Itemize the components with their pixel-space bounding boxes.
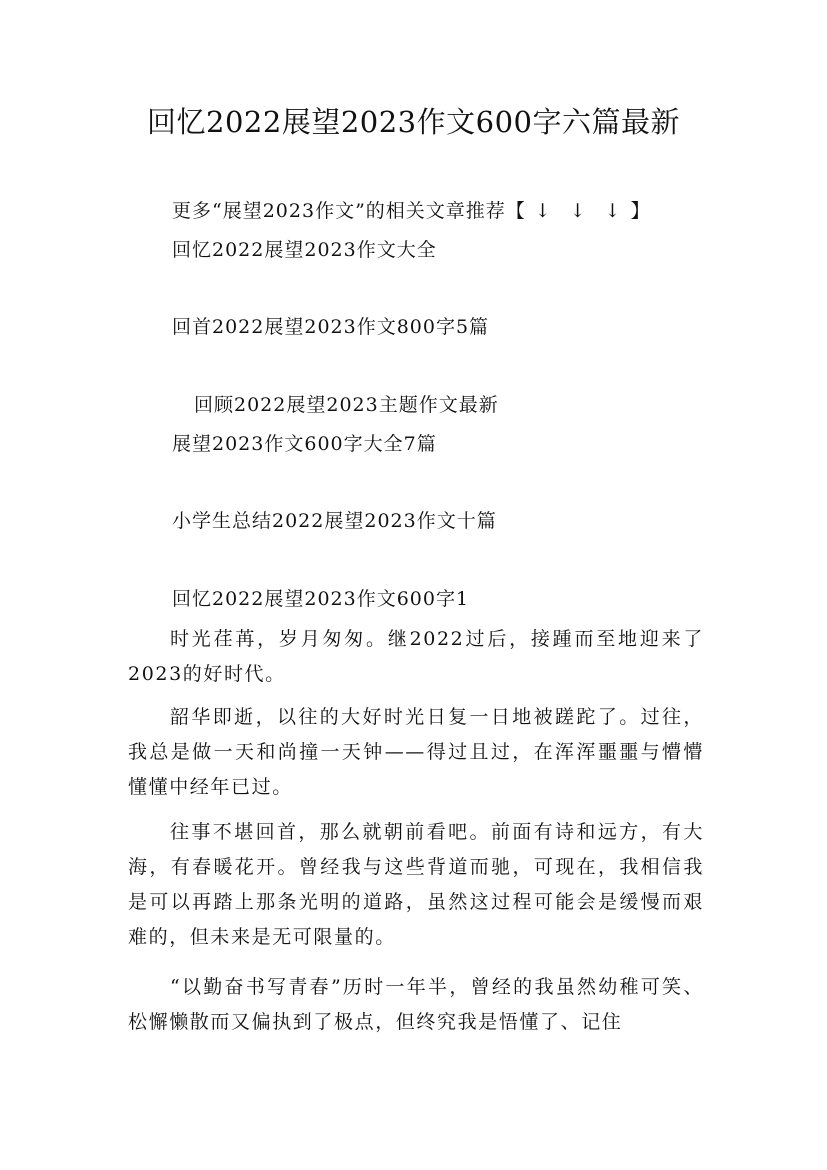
recommend-text: 更多“展望2023作文”的相关文章推荐 [172,200,506,222]
body-paragraph: 韶华即逝，以往的大好时光日复一日地被蹉跎了。过往，我总是做一天和尚撞一天钟——得过且过，在浑浑噩噩与懵懵懂懂中经年已过。 [128,706,704,798]
related-article-link[interactable]: 回首2022展望2023作文800字5篇 [172,316,490,338]
body-paragraph: “以勤奋书写青春”历时一年半，曾经的我虽然幼稚可笑、松懈懒散而又偏执到了极点，但终究我是悟懂了、记住 [128,976,704,1033]
related-article-link[interactable]: 小学生总结2022展望2023作文十篇 [172,510,497,532]
bracket-open: 【 [505,200,526,222]
down-arrow-icon: ↓ [534,200,552,222]
down-arrow-icon: ↓ [569,200,587,222]
recommend-line [172,197,651,225]
related-article-link[interactable]: 回忆2022展望2023作文大全 [172,239,437,261]
bracket-close: 】 [630,200,651,222]
section-heading: 回忆2022展望2023作文600字1 [172,588,470,610]
body-paragraph: 时光荏苒，岁月匆匆。继2022过后，接踵而至地迎来了2023的好时代。 [128,628,704,685]
body-paragraph: 往事不堪回首，那么就朝前看吧。前面有诗和远方，有大海，有春暖花开。曾经我与这些背道而驰，可现在，我相信我是可以再踏上那条光明的道路，虽然这过程可能会是缓慢而艰难的，但未来是无可限量的。 [128,821,704,948]
related-article-link[interactable]: 回顾2022展望2023主题作文最新 [194,394,499,416]
document-title: 回忆2022展望2023作文600字六篇最新 [147,105,680,139]
related-article-link[interactable]: 展望2023作文600字大全7篇 [172,433,437,455]
down-arrow-icon: ↓ [604,200,622,222]
